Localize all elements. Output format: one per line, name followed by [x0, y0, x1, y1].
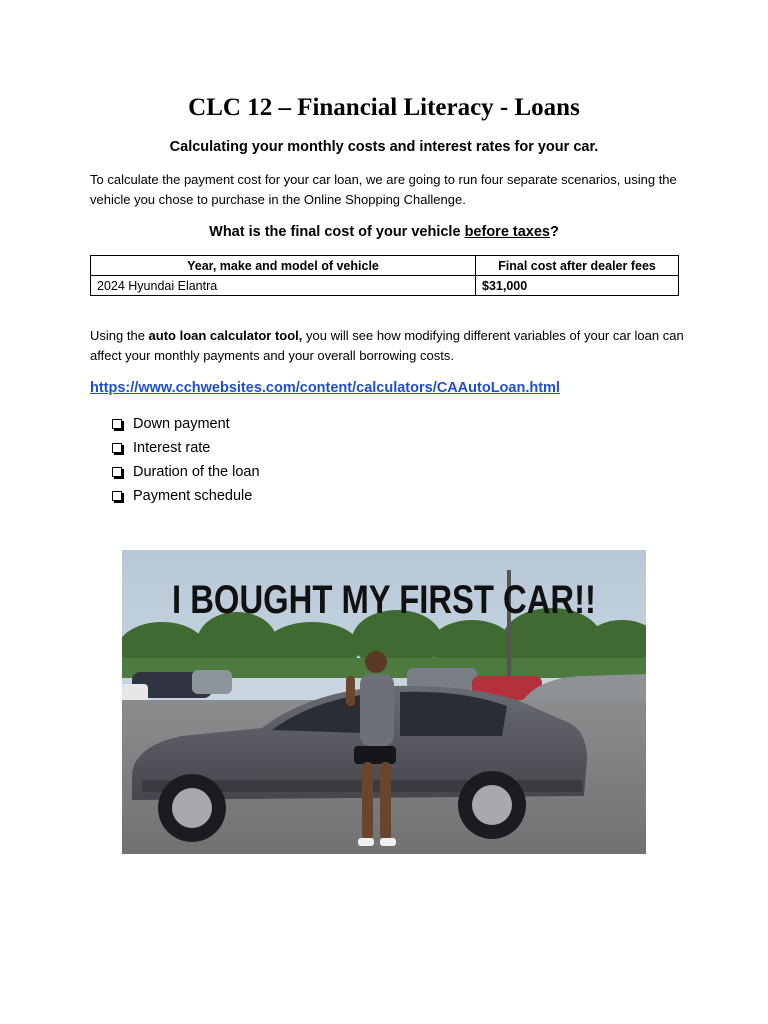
using-prefix: Using the: [90, 328, 149, 343]
checkbox-icon[interactable]: [112, 443, 122, 453]
question-prefix: What is the final cost of your vehicle: [209, 224, 465, 240]
checklist-label: Duration of the loan: [133, 464, 260, 480]
header-vehicle: Year, make and model of vehicle: [91, 256, 476, 276]
calculator-paragraph: [90, 326, 690, 366]
list-item: [112, 436, 260, 460]
page-title: CLC 12 – Financial Literacy - Loans: [188, 94, 580, 121]
list-item: [112, 484, 260, 508]
cell-final-cost[interactable]: $31,000: [476, 276, 679, 296]
calculator-link[interactable]: https://www.cchwebsites.com/content/calculators/CAAutoLoan.html: [90, 380, 560, 396]
using-bold: auto loan calculator tool,: [148, 328, 303, 343]
vehicle-table: [90, 255, 679, 296]
using-suffix: you will see how modifying different variables of your car loan can affect your monthly payments and your overall borrowing costs.: [90, 328, 684, 363]
question-suffix: ?: [550, 224, 559, 240]
page-subtitle: Calculating your monthly costs and interest rates for your car.: [169, 139, 599, 155]
checkbox-icon[interactable]: [112, 467, 122, 477]
checklist-label: Payment schedule: [133, 488, 253, 504]
list-item: [112, 460, 260, 484]
header-final-cost: Final cost after dealer fees: [476, 256, 679, 276]
table-row: [91, 276, 679, 296]
photo-caption: I BOUGHT MY FIRST CAR!!: [172, 578, 596, 622]
question-underlined: before taxes: [464, 224, 550, 240]
checkbox-icon[interactable]: [112, 491, 122, 501]
intro-paragraph: To calculate the payment cost for your car loan, we are going to run four separate scenarios, using the vehicle you chose to purchase in the Online Shopping Challenge.: [90, 172, 677, 207]
cell-vehicle[interactable]: 2024 Hyundai Elantra: [91, 276, 476, 296]
list-item: [112, 412, 260, 436]
checklist-label: Down payment: [133, 416, 230, 432]
checklist-label: Interest rate: [133, 440, 211, 456]
table-header-row: [91, 256, 679, 276]
checkbox-icon[interactable]: [112, 419, 122, 429]
variable-checklist: [112, 412, 260, 508]
car-photo: [122, 550, 646, 854]
vehicle-cost-question: [0, 222, 768, 242]
